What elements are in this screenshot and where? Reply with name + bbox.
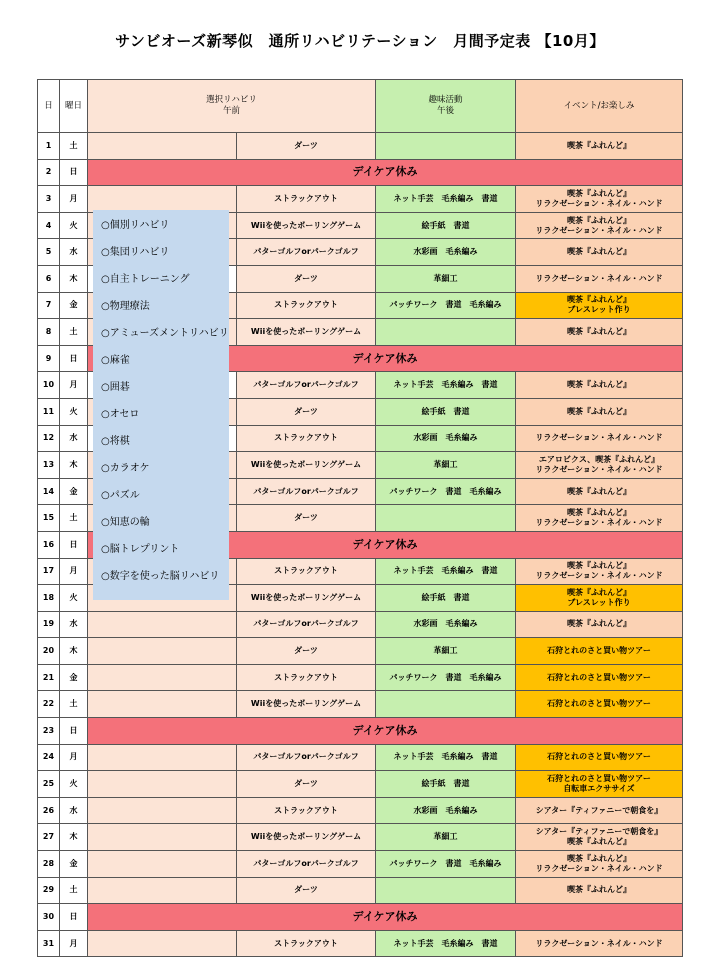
event-line: シアター『ティファニーで朝食を』 — [535, 827, 663, 837]
morning-blank-cell — [88, 851, 237, 878]
event-cell — [516, 372, 683, 399]
day-cell: 17 — [38, 558, 60, 585]
header-afternoon-label: 午後 — [436, 106, 454, 116]
schedule-row — [38, 611, 683, 638]
morning-activity-cell: Wiiを使ったボーリングゲーム — [237, 319, 376, 346]
weekday-cell: 金 — [60, 478, 88, 505]
morning-blank-cell — [88, 877, 237, 904]
weekday-cell: 水 — [60, 611, 88, 638]
schedule-row — [38, 744, 683, 771]
weekday-cell: 土 — [60, 133, 88, 160]
rehab-menu-item: ○自主トレーニング — [101, 274, 190, 285]
event-cell — [516, 930, 683, 957]
morning-blank-cell — [88, 611, 237, 638]
schedule-row — [38, 638, 683, 665]
morning-activity-cell: パターゴルフorパークゴルフ — [237, 744, 376, 771]
day-cell: 24 — [38, 744, 60, 771]
event-cell — [516, 558, 683, 585]
event-line: 喫茶『ふれんど』 — [567, 247, 631, 257]
morning-blank-cell — [88, 744, 237, 771]
hobby-cell: ネット手芸 毛糸編み 書道 — [376, 186, 516, 213]
weekday-cell: 金 — [60, 292, 88, 319]
day-cell: 16 — [38, 531, 60, 558]
day-cell: 14 — [38, 478, 60, 505]
schedule-row — [38, 851, 683, 878]
day-cell: 20 — [38, 638, 60, 665]
hobby-cell: パッチワーク 書道 毛糸編み — [376, 664, 516, 691]
weekday-cell: 月 — [60, 930, 88, 957]
weekday-cell: 日 — [60, 159, 88, 186]
day-cell: 4 — [38, 212, 60, 239]
rehab-menu-item: ○アミューズメントリハビリ — [101, 328, 229, 339]
event-cell — [516, 398, 683, 425]
morning-activity-cell: パターゴルフorパークゴルフ — [237, 478, 376, 505]
hobby-cell: 水彩画 毛糸編み — [376, 797, 516, 824]
hobby-cell: 革細工 — [376, 638, 516, 665]
hobby-cell: パッチワーク 書道 毛糸編み — [376, 292, 516, 319]
hobby-cell — [376, 133, 516, 160]
event-cell — [516, 319, 683, 346]
weekday-cell: 火 — [60, 771, 88, 798]
weekday-cell: 月 — [60, 372, 88, 399]
morning-blank-cell — [88, 824, 237, 851]
rest-day-cell: デイケア休み — [88, 159, 683, 186]
schedule-row — [38, 691, 683, 718]
day-cell: 23 — [38, 718, 60, 745]
event-line: 自転車エクササイズ — [563, 784, 635, 794]
day-cell: 19 — [38, 611, 60, 638]
weekday-cell: 木 — [60, 824, 88, 851]
day-cell: 1 — [38, 133, 60, 160]
weekday-cell: 木 — [60, 638, 88, 665]
day-cell: 22 — [38, 691, 60, 718]
schedule-row — [38, 159, 683, 186]
schedule-row — [38, 186, 683, 213]
day-cell: 8 — [38, 319, 60, 346]
hobby-cell — [376, 505, 516, 532]
header-dow: 曜日 — [60, 80, 88, 133]
day-cell: 15 — [38, 505, 60, 532]
morning-activity-cell: ダーツ — [237, 638, 376, 665]
weekday-cell: 日 — [60, 531, 88, 558]
hobby-cell: 絵手紙 書道 — [376, 212, 516, 239]
schedule-row — [38, 718, 683, 745]
event-cell — [516, 452, 683, 479]
rehab-menu-item: ○脳トレプリント — [101, 544, 180, 555]
event-line: リラクゼーション・ネイル・ハンド — [535, 198, 663, 208]
morning-activity-cell: パターゴルフorパークゴルフ — [237, 372, 376, 399]
event-line: 喫茶『ふれんど』 — [567, 587, 631, 597]
morning-activity-cell: Wiiを使ったボーリングゲーム — [237, 585, 376, 612]
event-cell — [516, 265, 683, 292]
morning-activity-cell: ストラックアウト — [237, 425, 376, 452]
hobby-cell: 水彩画 毛糸編み — [376, 239, 516, 266]
morning-blank-cell — [88, 930, 237, 957]
hobby-cell: 絵手紙 書道 — [376, 771, 516, 798]
day-cell: 3 — [38, 186, 60, 213]
weekday-cell: 月 — [60, 744, 88, 771]
morning-blank-cell — [88, 664, 237, 691]
page-title: サンビオーズ新琴似 通所リハビリテーション 月間予定表 【10月】 — [115, 32, 605, 50]
event-line: 喫茶『ふれんど』 — [567, 380, 631, 390]
rehab-menu-item: ○パズル — [101, 490, 140, 501]
header-row — [38, 80, 683, 133]
rehab-menu-panel — [93, 210, 229, 600]
weekday-cell: 日 — [60, 345, 88, 372]
schedule-row — [38, 877, 683, 904]
day-cell: 12 — [38, 425, 60, 452]
hobby-cell — [376, 319, 516, 346]
weekday-cell: 火 — [60, 585, 88, 612]
weekday-cell: 土 — [60, 319, 88, 346]
event-line: 喫茶『ふれんど』 — [567, 837, 631, 847]
hobby-cell: 水彩画 毛糸編み — [376, 611, 516, 638]
day-cell: 11 — [38, 398, 60, 425]
event-cell — [516, 691, 683, 718]
event-cell — [516, 824, 683, 851]
event-cell — [516, 664, 683, 691]
event-line: 石狩とれのさと買い物ツアー — [547, 646, 651, 656]
event-line: 石狩とれのさと買い物ツアー — [547, 752, 651, 762]
rehab-menu-item: ○物理療法 — [101, 301, 150, 312]
rest-day-cell: デイケア休み — [88, 531, 683, 558]
weekday-cell: 土 — [60, 877, 88, 904]
event-cell — [516, 771, 683, 798]
morning-activity-cell: ダーツ — [237, 877, 376, 904]
morning-activity-cell: ストラックアウト — [237, 930, 376, 957]
morning-activity-cell: ダーツ — [237, 398, 376, 425]
day-cell: 28 — [38, 851, 60, 878]
schedule-row — [38, 133, 683, 160]
event-line: 喫茶『ふれんど』 — [567, 215, 631, 225]
hobby-cell: 水彩画 毛糸編み — [376, 425, 516, 452]
schedule-row — [38, 664, 683, 691]
rehab-menu-item: ○知恵の輪 — [101, 517, 150, 528]
morning-activity-cell: Wiiを使ったボーリングゲーム — [237, 691, 376, 718]
hobby-cell: パッチワーク 書道 毛糸編み — [376, 851, 516, 878]
event-line: ブレスレット作り — [567, 597, 631, 607]
header-select-rehab — [88, 80, 376, 133]
rehab-menu-item: ○カラオケ — [101, 463, 150, 474]
event-cell — [516, 638, 683, 665]
event-line: リラクゼーション・ネイル・ハンド — [535, 273, 663, 283]
hobby-cell: ネット手芸 毛糸編み 書道 — [376, 558, 516, 585]
morning-blank-cell — [88, 771, 237, 798]
weekday-cell: 水 — [60, 425, 88, 452]
schedule-row — [38, 824, 683, 851]
rehab-menu-item: ○囲碁 — [101, 382, 130, 393]
morning-activity-cell: ストラックアウト — [237, 664, 376, 691]
weekday-cell: 木 — [60, 452, 88, 479]
event-line: ブレスレット作り — [567, 305, 631, 315]
hobby-cell: 絵手紙 書道 — [376, 398, 516, 425]
rehab-menu-item: ○集団リハビリ — [101, 247, 170, 258]
event-line: リラクゼーション・ネイル・ハンド — [535, 571, 663, 581]
hobby-cell — [376, 691, 516, 718]
event-line: リラクゼーション・ネイル・ハンド — [535, 225, 663, 235]
day-cell: 29 — [38, 877, 60, 904]
header-hobby-label: 趣味活動 — [428, 95, 463, 105]
event-cell — [516, 611, 683, 638]
event-cell — [516, 239, 683, 266]
hobby-cell: 絵手紙 書道 — [376, 585, 516, 612]
day-cell: 31 — [38, 930, 60, 957]
weekday-cell: 金 — [60, 664, 88, 691]
hobby-cell — [376, 877, 516, 904]
event-line: 喫茶『ふれんど』 — [567, 508, 631, 518]
day-cell: 30 — [38, 904, 60, 931]
header-hobby — [376, 80, 516, 133]
event-cell — [516, 186, 683, 213]
morning-activity-cell: パターゴルフorパークゴルフ — [237, 239, 376, 266]
rehab-menu-item: ○将棋 — [101, 436, 130, 447]
day-cell: 2 — [38, 159, 60, 186]
event-cell — [516, 877, 683, 904]
event-line: 喫茶『ふれんど』 — [567, 406, 631, 416]
weekday-cell: 金 — [60, 851, 88, 878]
event-line: 喫茶『ふれんど』 — [567, 295, 631, 305]
rehab-menu-item: ○麻雀 — [101, 355, 130, 366]
day-cell: 25 — [38, 771, 60, 798]
event-cell — [516, 505, 683, 532]
weekday-cell: 日 — [60, 904, 88, 931]
hobby-cell: パッチワーク 書道 毛糸編み — [376, 478, 516, 505]
morning-activity-cell: ダーツ — [237, 265, 376, 292]
event-line: リラクゼーション・ネイル・ハンド — [535, 938, 663, 948]
event-cell — [516, 851, 683, 878]
morning-activity-cell: ダーツ — [237, 505, 376, 532]
morning-blank-cell — [88, 691, 237, 718]
hobby-cell: 革細工 — [376, 824, 516, 851]
schedule-row — [38, 771, 683, 798]
event-line: リラクゼーション・ネイル・ハンド — [535, 464, 663, 474]
morning-activity-cell: ダーツ — [237, 771, 376, 798]
weekday-cell: 水 — [60, 797, 88, 824]
event-cell — [516, 292, 683, 319]
event-cell — [516, 425, 683, 452]
weekday-cell: 火 — [60, 398, 88, 425]
morning-activity-cell: Wiiを使ったボーリングゲーム — [237, 452, 376, 479]
event-line: 喫茶『ふれんど』 — [567, 619, 631, 629]
event-cell — [516, 478, 683, 505]
day-cell: 10 — [38, 372, 60, 399]
morning-activity-cell: パターゴルフorパークゴルフ — [237, 611, 376, 638]
rest-day-cell: デイケア休み — [88, 718, 683, 745]
event-cell — [516, 744, 683, 771]
schedule-row — [38, 904, 683, 931]
event-line: 喫茶『ふれんど』 — [567, 486, 631, 496]
weekday-cell: 月 — [60, 186, 88, 213]
header-select-rehab-label: 選択リハビリ — [206, 95, 257, 105]
weekday-cell: 火 — [60, 212, 88, 239]
morning-blank-cell — [88, 133, 237, 160]
morning-activity-cell: パターゴルフorパークゴルフ — [237, 851, 376, 878]
rehab-menu-item: ○オセロ — [101, 409, 140, 420]
schedule-row — [38, 930, 683, 957]
morning-blank-cell — [88, 638, 237, 665]
day-cell: 6 — [38, 265, 60, 292]
event-line: エアロビクス、喫茶『ふれんど』 — [538, 454, 660, 464]
morning-activity-cell: ストラックアウト — [237, 292, 376, 319]
event-line: 喫茶『ふれんど』 — [567, 885, 631, 895]
rest-day-cell: デイケア休み — [88, 345, 683, 372]
morning-activity-cell: Wiiを使ったボーリングゲーム — [237, 824, 376, 851]
day-cell: 18 — [38, 585, 60, 612]
event-line: リラクゼーション・ネイル・ハンド — [535, 863, 663, 873]
hobby-cell: ネット手芸 毛糸編み 書道 — [376, 744, 516, 771]
morning-activity-cell: ストラックアウト — [237, 797, 376, 824]
day-cell: 5 — [38, 239, 60, 266]
event-line: リラクゼーション・ネイル・ハンド — [535, 433, 663, 443]
event-line: 喫茶『ふれんど』 — [567, 140, 631, 150]
hobby-cell: 革細工 — [376, 265, 516, 292]
event-line: リラクゼーション・ネイル・ハンド — [535, 518, 663, 528]
weekday-cell: 月 — [60, 558, 88, 585]
event-line: 喫茶『ふれんど』 — [567, 561, 631, 571]
day-cell: 7 — [38, 292, 60, 319]
event-line: 石狩とれのさと買い物ツアー — [547, 699, 651, 709]
morning-activity-cell: ストラックアウト — [237, 186, 376, 213]
schedule-row — [38, 797, 683, 824]
day-cell: 27 — [38, 824, 60, 851]
event-cell — [516, 797, 683, 824]
event-cell — [516, 133, 683, 160]
morning-activity-cell: Wiiを使ったボーリングゲーム — [237, 212, 376, 239]
header-day: 日 — [38, 80, 60, 133]
morning-activity-cell: ストラックアウト — [237, 558, 376, 585]
day-cell: 26 — [38, 797, 60, 824]
day-cell: 13 — [38, 452, 60, 479]
header-morning-label: 午前 — [222, 106, 240, 116]
weekday-cell: 水 — [60, 239, 88, 266]
event-line: 喫茶『ふれんど』 — [567, 188, 631, 198]
weekday-cell: 木 — [60, 265, 88, 292]
day-cell: 21 — [38, 664, 60, 691]
event-line: 喫茶『ふれんど』 — [567, 326, 631, 336]
weekday-cell: 日 — [60, 718, 88, 745]
rehab-menu-item: ○個別リハビリ — [101, 220, 170, 231]
header-event: イベント/お楽しみ — [516, 80, 683, 133]
event-cell — [516, 585, 683, 612]
rehab-menu-item: ○数字を使った脳リハビリ — [101, 571, 220, 582]
rest-day-cell: デイケア休み — [88, 904, 683, 931]
morning-blank-cell — [88, 186, 237, 213]
weekday-cell: 土 — [60, 691, 88, 718]
event-line: シアター『ティファニーで朝食を』 — [535, 805, 663, 815]
hobby-cell: 革細工 — [376, 452, 516, 479]
morning-blank-cell — [88, 797, 237, 824]
weekday-cell: 土 — [60, 505, 88, 532]
hobby-cell: ネット手芸 毛糸編み 書道 — [376, 372, 516, 399]
morning-activity-cell: ダーツ — [237, 133, 376, 160]
event-line: 石狩とれのさと買い物ツアー — [547, 672, 651, 682]
day-cell: 9 — [38, 345, 60, 372]
event-line: 石狩とれのさと買い物ツアー — [547, 774, 651, 784]
hobby-cell: ネット手芸 毛糸編み 書道 — [376, 930, 516, 957]
event-cell — [516, 212, 683, 239]
event-line: 喫茶『ふれんど』 — [567, 853, 631, 863]
